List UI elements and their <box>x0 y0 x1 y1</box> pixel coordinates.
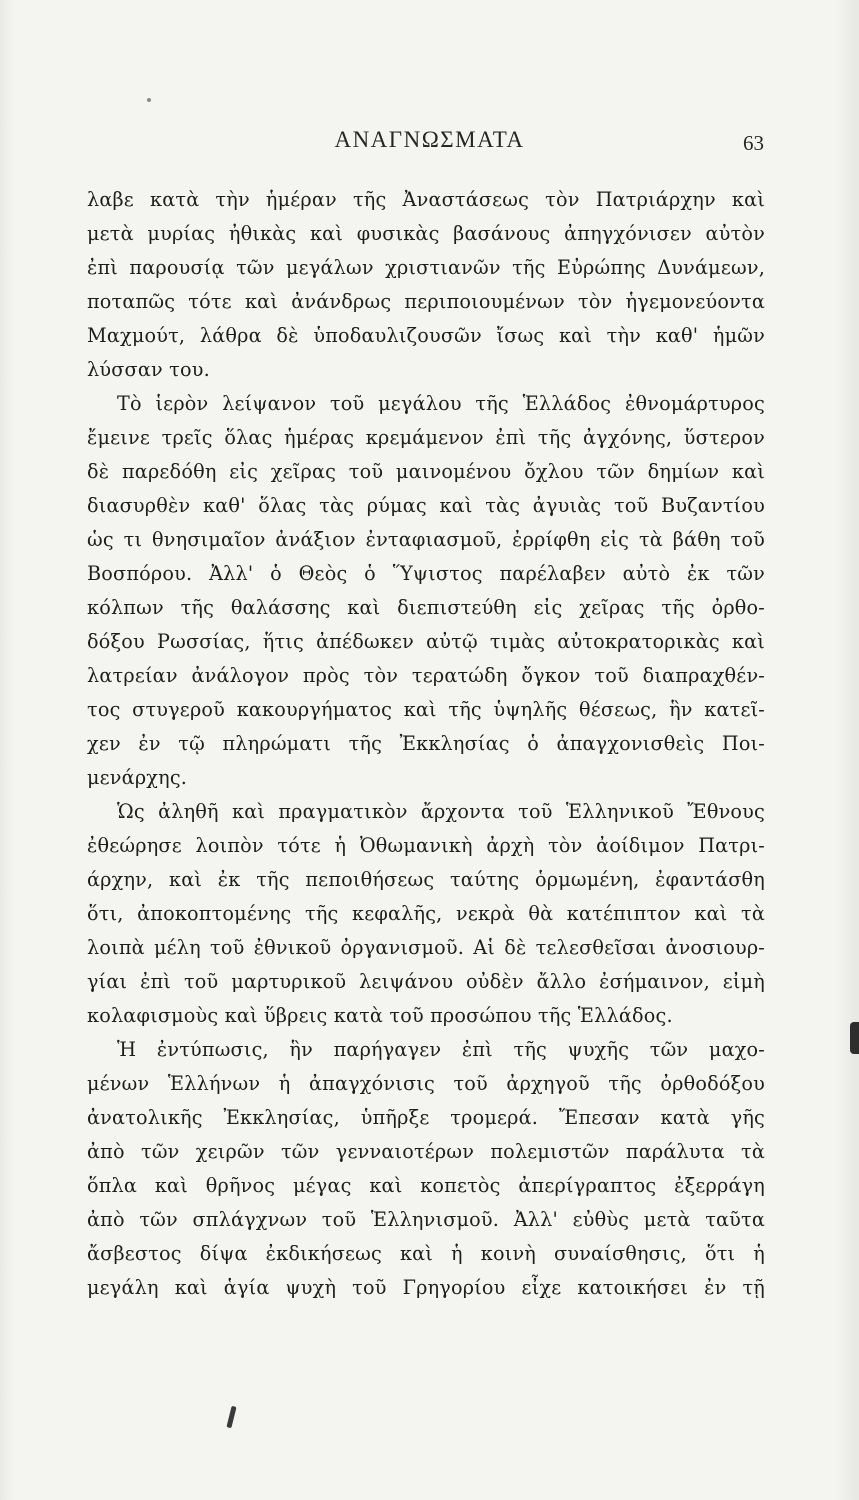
text-line: λαβε κατὰ τὴν ἡμέραν τῆς Ἀναστάσεως τὸν Πατριάρχην καὶ <box>87 188 765 211</box>
text-line: γίαι ἐπὶ τοῦ μαρτυρικοῦ λειψάνου οὐδὲν ἄλλο ἐσήμαινον, εἰμὴ <box>87 970 765 993</box>
text-line: ἐθεώρησε λοιπὸν τότε ἡ Ὀθωμανικὴ ἀρχὴ τὸν ἀοίδιμον Πατρι- <box>87 834 765 857</box>
text-line: άρχην, καὶ ἐκ τῆς πεποιθήσεως ταύτης ὁρμωμένη, ἐφαντάσθη <box>87 868 765 891</box>
text-line: μένων Ἑλλήνων ἡ ἀπαγχόνισις τοῦ ἀρχηγοῦ τῆς ὀρθοδόξου <box>87 1072 765 1095</box>
text-line: ἀπὸ τῶν σπλάγχνων τοῦ Ἑλληνισμοῦ. Ἀλλ' εὐθὺς μετὰ ταῦτα <box>87 1208 765 1231</box>
paragraph-start: Ἡ ἐντύπωσις, ἣν παρήγαγεν ἐπὶ τῆς ψυχῆς τῶν μαχο- <box>117 1038 765 1061</box>
text-line: χεν ἐν τῷ πληρώματι τῆς Ἐκκλησίας ὁ ἀπαγχονισθεὶς Ποι- <box>87 732 765 755</box>
text-line: λοιπὰ μέλη τοῦ ἐθνικοῦ ὀργανισμοῦ. Αἱ δὲ τελεσθεῖσαι ἀνοσιουρ- <box>87 936 765 959</box>
text-line: ὡς τι θνησιμαῖον ἀνάξιον ἐνταφιασμοῦ, ἐρρίφθη εἰς τὰ βάθη τοῦ <box>87 528 765 551</box>
ink-speck <box>147 98 151 102</box>
text-line: ἐπὶ παρουσίᾳ τῶν μεγάλων χριστιανῶν τῆς Εὐρώπης Δυνάμεων, <box>87 256 765 279</box>
text-line: ποταπῶς τότε καὶ ἀνάνδρως περιποιουμένων τὸν ἡγεμονεύοντα <box>87 290 765 313</box>
text-line: ὅτι, ἀποκοπτομένης τῆς κεφαλῆς, νεκρὰ θὰ κατέπιπτον καὶ τὰ <box>87 902 765 925</box>
text-line: Μαχμούτ, λάθρα δὲ ὑποδαυλιζουσῶν ἴσως καὶ τὴν καθ' ἡμῶν <box>87 324 765 347</box>
paragraph-start: Ὡς ἀληθῆ καὶ πραγματικὸν ἄρχοντα τοῦ Ἑλληνικοῦ Ἔθνους <box>117 800 765 823</box>
text-line: διασυρθὲν καθ' ὅλας τὰς ρύμας καὶ τὰς ἀγυιὰς τοῦ Βυζαντίου <box>87 494 765 517</box>
text-line: ἀνατολικῆς Ἐκκλησίας, ὑπῆρξε τρομερά. Ἔπεσαν κατὰ γῆς <box>87 1106 765 1129</box>
text-line: ἄσβεστος δίψα ἐκδικήσεως καὶ ἡ κοινὴ συναίσθησις, ὅτι ἡ <box>87 1242 765 1265</box>
running-title: ΑΝΑΓΝΩΣΜΑΤΑ <box>334 127 525 152</box>
text-line: ἔμεινε τρεῖς ὅλας ἡμέρας κρεμάμενον ἐπὶ τῆς ἀγχόνης, ὕστερον <box>87 426 765 449</box>
text-line: Βοσπόρου. Ἀλλ' ὁ Θεὸς ὁ Ὕψιστος παρέλαβεν αὐτὸ ἐκ τῶν <box>87 562 765 585</box>
text-line: ὅπλα καὶ θρῆνος μέγας καὶ κοπετὸς ἀπερίγραπτος ἐξερράγη <box>87 1174 765 1197</box>
binding-mark <box>850 1022 859 1054</box>
page-number: 63 <box>743 131 764 155</box>
text-line: μενάρχης. <box>87 766 188 789</box>
page-header <box>0 124 859 158</box>
text-line: δόξου Ρωσσίας, ἥτις ἀπέδωκεν αὐτῷ τιμὰς αὐτοκρατορικὰς καὶ <box>87 630 765 653</box>
text-line: κολαφισμοὺς καὶ ὕβρεις κατὰ τοῦ προσώπου τῆς Ἑλλάδος. <box>87 1004 673 1027</box>
text-line: μεγάλη καὶ ἁγία ψυχὴ τοῦ Γρηγορίου εἶχε κατοικήσει ἐν τῇ <box>87 1276 765 1299</box>
ink-mark <box>226 1406 236 1429</box>
paragraph-start: Τὸ ἱερὸν λείψανον τοῦ μεγάλου τῆς Ἑλλάδος ἐθνομάρτυρος <box>117 392 765 415</box>
text-line: μετὰ μυρίας ἠθικὰς καὶ φυσικὰς βασάνους ἀπηγχόνισεν αὐτὸν <box>87 222 765 245</box>
body-text <box>87 183 765 1305</box>
text-line: κόλπων τῆς θαλάσσης καὶ διεπιστεύθη εἰς χεῖρας τῆς ὀρθο- <box>87 596 765 619</box>
text-line: λύσσαν του. <box>87 358 210 381</box>
text-line: δὲ παρεδόθη εἰς χεῖρας τοῦ μαινομένου ὄχλου τῶν δημίων καὶ <box>87 460 765 483</box>
text-line: τος στυγεροῦ κακουργήματος καὶ τῆς ὑψηλῆς θέσεως, ἣν κατεῖ- <box>87 698 765 721</box>
text-line: ἀπὸ τῶν χειρῶν τῶν γενναιοτέρων πολεμιστῶν παράλυτα τὰ <box>87 1140 765 1163</box>
text-line: λατρείαν ἀνάλογον πρὸς τὸν τερατώδη ὄγκον τοῦ διαπραχθέν- <box>87 664 765 687</box>
